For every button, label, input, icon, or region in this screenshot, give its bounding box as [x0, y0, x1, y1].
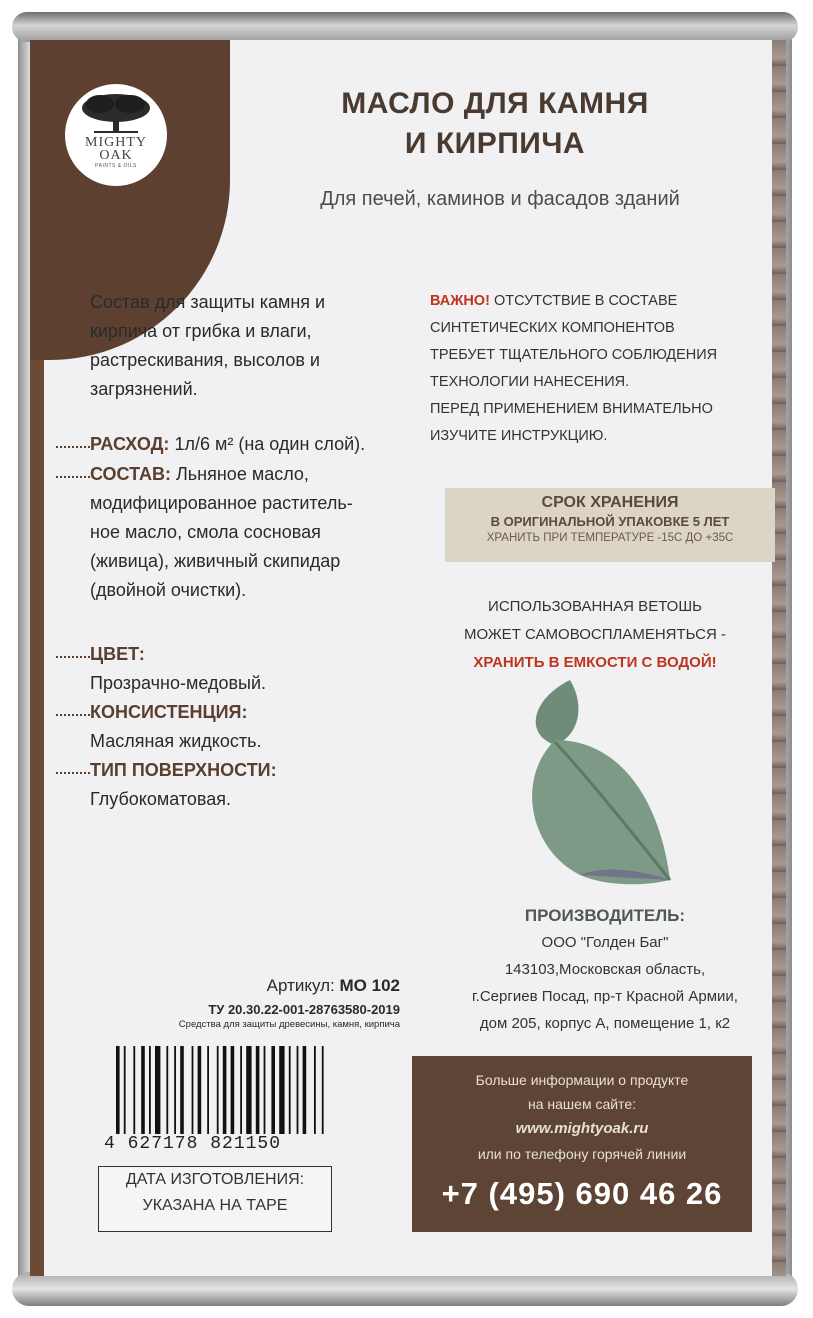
article-code: МО 102 [339, 976, 400, 995]
manufacturer-line: дом 205, корпус А, помещение 1, к2 [479, 1015, 731, 1032]
important-line: ОТСУТСТВИЕ В СОСТАВЕ [493, 293, 678, 309]
description-line: Состав для защиты камня и [90, 292, 326, 312]
tu-code: ТУ 20.30.22-001-28763580-2019 [208, 1002, 400, 1017]
consumption [90, 430, 365, 459]
important-line: ТРЕБУЕТ ТЩАТЕЛЬНОГО СОБЛЮДЕНИЯ [430, 347, 718, 363]
important-note [430, 288, 775, 450]
surface-spec [90, 756, 277, 814]
brand-name-2: OAK [99, 148, 133, 163]
important-line: ИЗУЧИТЕ ИНСТРУКЦИЮ. [430, 428, 608, 444]
barcode-number: 4 627178 821150 [104, 1134, 282, 1154]
manufacturer-line: г.Сергиев Посад, пр-т Красной Армии, [472, 988, 738, 1005]
brand-tagline: PAINTS & OILS [95, 163, 137, 169]
dotted-marker [56, 476, 90, 478]
storage-box [445, 488, 775, 562]
color-label: ЦВЕТ: [90, 644, 145, 664]
dotted-marker [56, 656, 90, 658]
storage-period: В ОРИГИНАЛЬНОЙ УПАКОВКЕ 5 ЛЕТ [490, 514, 730, 529]
color-spec [90, 640, 266, 698]
color-value: Прозрачно-медовый. [90, 673, 267, 693]
brand-logo [65, 84, 167, 186]
article-info [110, 976, 400, 1030]
consistency-spec [90, 698, 261, 756]
dotted-marker [56, 714, 90, 716]
product-subtitle: Для печей, каминов и фасадов зданий [320, 188, 680, 210]
manufacturer-label: ПРОИЗВОДИТЕЛЬ: [524, 906, 686, 925]
article-label: Артикул: [266, 976, 335, 995]
leaf-icon [510, 680, 680, 890]
contact-line: или по телефону горячей линии [477, 1146, 687, 1162]
consistency-label: КОНСИСТЕНЦИЯ: [90, 702, 248, 722]
production-date-value: УКАЗАНА НА ТАРЕ [142, 1197, 288, 1214]
title-line-1: МАСЛО ДЛЯ КАМНЯ [341, 87, 649, 120]
warning-emphasis: ХРАНИТЬ В ЕМКОСТИ С ВОДОЙ! [473, 654, 717, 671]
hotline-phone[interactable]: +7 (495) 690 46 26 [441, 1176, 723, 1211]
composition-label: СОСТАВ: [90, 464, 171, 484]
contact-line: на нашем сайте: [528, 1096, 636, 1112]
fire-warning [425, 593, 765, 677]
manufacturer-line: 143103,Московская область, [504, 961, 706, 978]
composition-line: Льняное масло, [175, 464, 309, 484]
description-line: загрязнений. [90, 379, 198, 399]
composition-line: ное масло, смола сосновая [90, 522, 321, 542]
warning-line: ИСПОЛЬЗОВАННАЯ ВЕТОШЬ [488, 598, 702, 615]
composition [90, 460, 353, 605]
surface-label: ТИП ПОВЕРХНОСТИ: [90, 760, 277, 780]
can-rim-top [12, 12, 798, 42]
description-line: кирпича от грибка и влаги, [90, 321, 312, 341]
composition-line: модифицированное раститель- [90, 493, 353, 513]
description [90, 288, 325, 404]
important-line: ТЕХНОЛОГИИ НАНЕСЕНИЯ. [430, 374, 630, 390]
product-title [280, 84, 710, 164]
surface-value: Глубокоматовая. [90, 789, 232, 809]
storage-title: СРОК ХРАНЕНИЯ [541, 494, 679, 511]
title-line-2: И КИРПИЧА [404, 127, 586, 160]
oak-tree-icon [80, 92, 152, 136]
consistency-value: Масляная жидкость. [90, 731, 262, 751]
composition-line: (живица), живичный скипидар [90, 551, 341, 571]
dotted-marker [56, 772, 90, 774]
important-label: ВАЖНО! [430, 293, 490, 309]
storage-temperature: ХРАНИТЬ ПРИ ТЕМПЕРАТУРЕ -15С ДО +35С [486, 532, 734, 544]
dotted-marker [56, 446, 90, 448]
composition-line: (двойной очистки). [90, 580, 247, 600]
product-category: Средства для защиты древесины, камня, кирпича [178, 1019, 400, 1030]
product-label [30, 40, 786, 1276]
production-date-box [98, 1166, 332, 1232]
important-line: СИНТЕТИЧЕСКИХ КОМПОНЕНТОВ [430, 320, 675, 336]
description-line: растрескивания, высолов и [90, 350, 320, 370]
warning-line: МОЖЕТ САМОВОСПЛАМЕНЯТЬСЯ - [464, 626, 726, 643]
can-rim-bottom [12, 1272, 798, 1306]
contact-line: Больше информации о продукте [475, 1072, 689, 1088]
manufacturer [425, 902, 785, 1037]
brand-name-1: MIGHTY [85, 135, 147, 150]
barcode-icon [112, 1046, 352, 1136]
manufacturer-line: ООО "Голден Баг" [541, 934, 669, 951]
contact-box [412, 1056, 752, 1232]
brick-texture [772, 40, 786, 1276]
website-link[interactable]: www.mightyoak.ru [515, 1120, 649, 1137]
production-date-label: ДАТА ИЗГОТОВЛЕНИЯ: [125, 1171, 305, 1188]
important-line: ПЕРЕД ПРИМЕНЕНИЕМ ВНИМАТЕЛЬНО [430, 401, 713, 417]
consumption-label: РАСХОД: [90, 434, 170, 454]
consumption-value: 1л/6 м² (на один слой). [174, 434, 366, 454]
